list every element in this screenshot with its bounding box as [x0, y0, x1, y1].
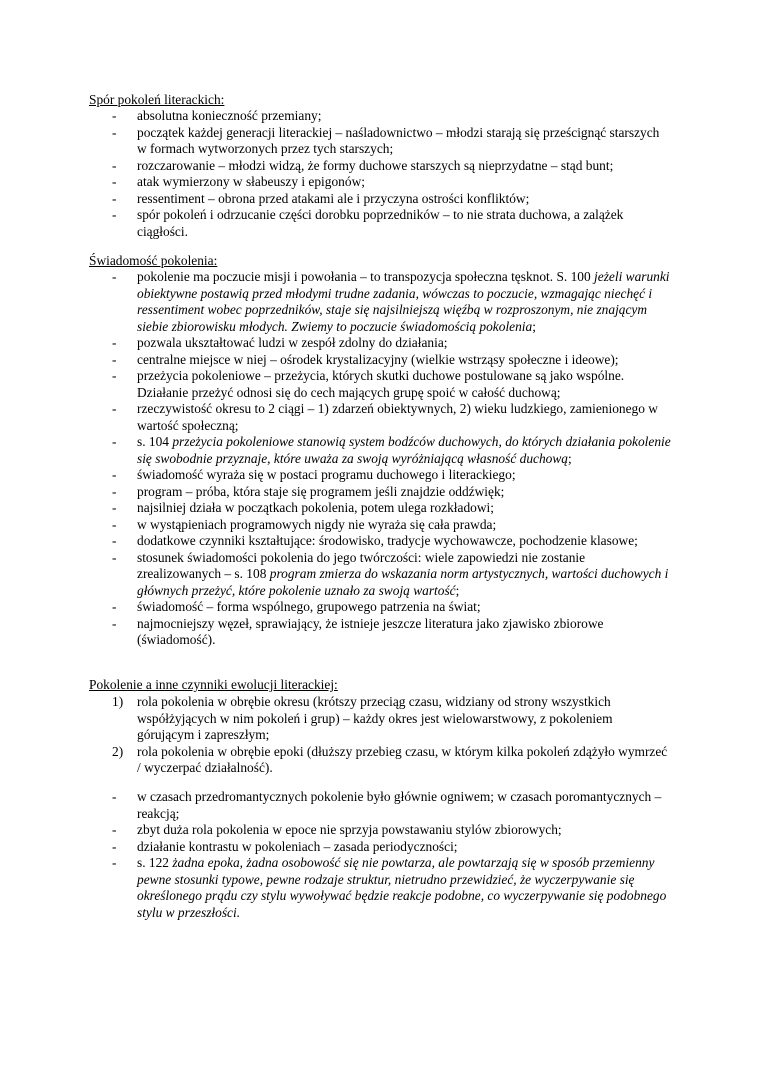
bullet-dash: -	[112, 269, 117, 284]
bullet-dash: -	[112, 467, 117, 482]
section-heading-generational-dispute: Spór pokoleń literackich:	[89, 92, 225, 107]
item-text: w wystąpieniach programowych nigdy nie wyraża się cała prawda;	[137, 516, 497, 532]
item-text: dodatkowe czynniki kształtujące: środowisko, tradycje wychowawcze, pochodzenie klasowe;	[137, 533, 638, 548]
quote-text: przeżycia pokoleniowe stanowią system bodźców duchowych, do których działania pokolenie się swobodnie przyznaje, które uważa za swoją wyróżniającą własność duchową	[137, 434, 671, 466]
list-item	[0, 822, 672, 839]
list-item	[0, 368, 672, 401]
numbered-list-other-factors	[0, 694, 760, 777]
item-text: najmocniejszy węzeł, sprawiający, że istnieje jeszcze literatura jako zjawisko zbiorowe (świadomość).	[137, 615, 604, 647]
item-text: centralne miejsce w niej – ośrodek krystalizacyjny (wielkie wstrząsy społeczne i ideowe);	[137, 351, 619, 367]
list-item	[0, 744, 672, 777]
bullet-dash: -	[112, 789, 117, 804]
list-item	[0, 533, 672, 550]
item-text: rola pokolenia w obrębie epoki (dłuższy przebieg czasu, w którym kilka pokoleń zdążyło wymrzeć / wyczerpać działalność).	[137, 743, 668, 775]
list-item	[0, 125, 672, 158]
list-item	[0, 694, 672, 744]
item-text: program – próba, która staje się programem jeśli znajdzie oddźwięk;	[137, 483, 505, 499]
item-text: najsilniej działa w początkach pokolenia, potem ulega rozkładowi;	[137, 500, 494, 515]
bullet-dash: -	[112, 516, 117, 532]
list-item	[0, 401, 672, 434]
item-text: pokolenie ma poczucie misji i powołania – to transpozycja społeczna tęsknot. S. 100	[137, 269, 595, 284]
list-item	[0, 839, 672, 856]
bullet-dash: -	[112, 174, 117, 189]
bullet-dash: -	[112, 533, 117, 548]
list-item	[0, 517, 672, 534]
item-text: ;	[532, 318, 536, 334]
list-item	[0, 269, 672, 335]
list-item	[0, 500, 672, 517]
item-text: s. 122	[137, 855, 173, 870]
bullet-dash: -	[112, 207, 117, 222]
item-text: ;	[567, 450, 572, 466]
bullet-dash: -	[112, 335, 117, 350]
list-item	[0, 158, 672, 175]
list-item	[0, 434, 672, 467]
item-text: spór pokoleń i odrzucanie części dorobku poprzedników – to nie strata duchowa, a zalążek ciągłości.	[137, 207, 624, 239]
list-item	[0, 616, 672, 649]
bullet-dash: -	[112, 483, 117, 499]
bullet-dash: -	[112, 434, 117, 449]
item-text: początek każdej generacji literackiej – naśladownictwo – młodzi starają się prześcignąć starszych w formach wytworzonych przez tych starszych;	[137, 124, 660, 156]
list-other-factors	[0, 789, 760, 921]
item-number: 1)	[112, 694, 124, 709]
list-item	[0, 484, 672, 501]
bullet-dash: -	[112, 401, 117, 416]
bullet-dash: -	[112, 190, 117, 206]
item-text: stosunek świadomości pokolenia do jego twórczości: wiele zapowiedzi nie zostanie zrealizowanych – s. 108	[137, 549, 586, 581]
item-text: pozwala ukształtować ludzi w zespół zdolny do działania;	[137, 335, 448, 350]
item-text: świadomość wyraża się w postaci programu duchowego i literackiego;	[137, 467, 516, 482]
bullet-dash: -	[112, 599, 117, 614]
bullet-dash: -	[112, 124, 117, 140]
list-generational-dispute	[0, 108, 760, 240]
bullet-dash: -	[112, 838, 117, 854]
item-text: rzeczywistość okresu to 2 ciągi – 1) zdarzeń obiektywnych, 2) wieku ludzkiego, zamienionego w wartość społeczną;	[137, 401, 658, 433]
list-item	[0, 855, 672, 921]
bullet-dash: -	[112, 108, 117, 123]
bullet-dash: -	[112, 157, 117, 173]
list-item	[0, 207, 672, 240]
list-item	[0, 599, 672, 616]
item-text: zbyt duża rola pokolenia w epoce nie sprzyja powstawaniu stylów zbiorowych;	[137, 822, 562, 837]
list-item	[0, 191, 672, 208]
item-text: absolutna konieczność przemiany;	[137, 108, 322, 123]
list-item	[0, 550, 672, 600]
bullet-dash: -	[112, 855, 117, 870]
list-generation-consciousness	[0, 269, 760, 649]
bullet-dash: -	[112, 615, 117, 631]
item-number: 2)	[112, 743, 124, 759]
section-heading-generation-consciousness: Świadomość pokolenia:	[89, 253, 218, 268]
bullet-dash: -	[112, 549, 117, 565]
section-heading-other-factors: Pokolenie a inne czynniki ewolucji literackiej:	[89, 677, 338, 692]
item-text: rola pokolenia w obrębie okresu (krótszy przeciąg czasu, widziany od strony wszystkich współżyjących w nim pokoleń i grup) – każdy okres jest wielowarstwowy, z pokoleniem górującym i zapreszłym;	[137, 694, 613, 742]
item-text: s. 104	[137, 434, 173, 449]
list-item	[0, 352, 672, 369]
item-text: ressentiment – obrona przed atakami ale i przyczyna ostrości konfliktów;	[137, 190, 530, 206]
list-item	[0, 335, 672, 352]
quote-text: program zmierza do wskazania norm artystycznych, wartości duchowych i głównych przeżyć, które pokolenie uznało za swoją wartość	[137, 566, 669, 598]
quote-text: żadna epoka, żadna osobowość się nie powtarza, ale powtarzają się w sposób przemienny pewne stosunki typowe, pewne rodzaje struktur, nietrudno przewidzieć, że wyczerpywanie się określonego prądu czy stylu wywoływać będzie reakcje podobne, co wyczerpywanie się podobnego stylu w przeszłości.	[137, 855, 667, 920]
bullet-dash: -	[112, 500, 117, 515]
item-text: działanie kontrastu w pokoleniach – zasada periodyczności;	[137, 838, 458, 854]
bullet-dash: -	[112, 822, 117, 837]
quote-text: jeżeli warunki obiektywne postawią przed młodymi trudne zadania, wówczas to poczucie, wzmagając niechęć i ressentiment wobec poprzedników, staje się najsilniejszą więźbą w rozproszonym, nie znającym siebie zbiorowisku młodych. Zwiemy to poczucie świadomością pokolenia	[137, 269, 670, 334]
bullet-dash: -	[112, 351, 117, 367]
item-text: w czasach przedromantycznych pokolenie było głównie ogniwem; w czasach poromantycznych – reakcją;	[137, 789, 662, 821]
list-item	[0, 789, 672, 822]
item-text: ;	[455, 582, 460, 598]
item-text: świadomość – forma wspólnego, grupowego patrzenia na świat;	[137, 599, 481, 614]
item-text: atak wymierzony w słabeuszy i epigonów;	[137, 174, 365, 189]
bullet-dash: -	[112, 368, 117, 383]
item-text: rozczarowanie – młodzi widzą, że formy duchowe starszych są nieprzydatne – stąd bunt;	[137, 157, 614, 173]
item-text: przeżycia pokoleniowe – przeżycia, których skutki duchowe postulowane są jako wspólne. Działanie przeżyć odnosi się do cech mających grupę spoić w całość duchową;	[137, 368, 625, 400]
list-item	[0, 174, 672, 191]
list-item	[0, 467, 672, 484]
list-item	[0, 108, 672, 125]
